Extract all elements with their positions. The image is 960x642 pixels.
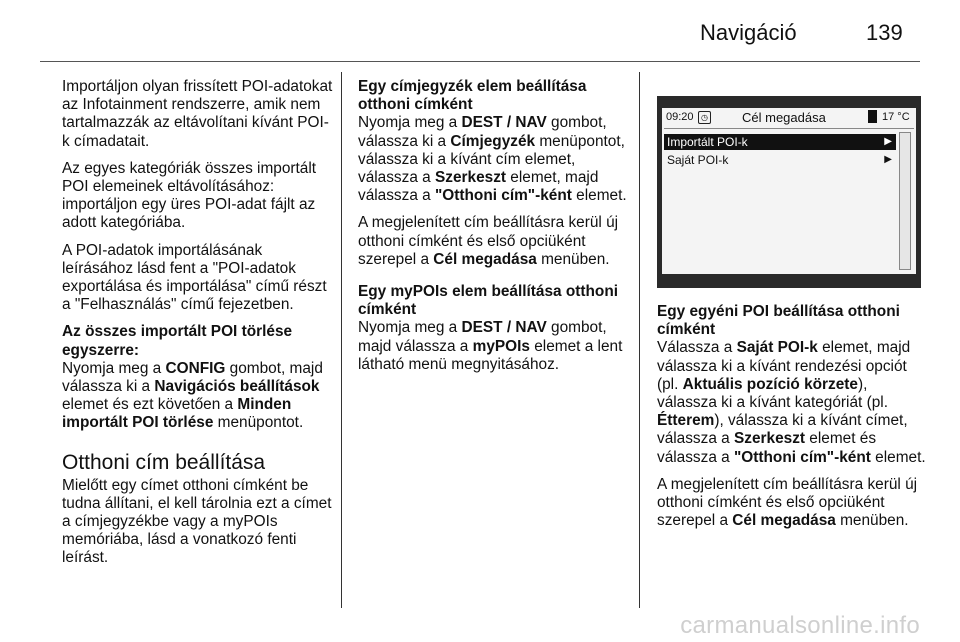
subheading: Egy egyéni POI beállítása otthoni címként (657, 303, 900, 339)
paragraph: Az egyes kategóriák összes importált POI elemeinek eltávolításához: importáljon egy üres POI-adat fájlt az adott kategóriába. (62, 159, 317, 232)
section-heading: Otthoni cím beállítása (62, 450, 266, 474)
subheading: Egy myPOIs elem beállítása otthoni címként (358, 283, 619, 319)
screen-title: Cél megadása (742, 110, 826, 125)
menu-item-own-poi[interactable]: Saját POI-k ▶ (667, 153, 892, 167)
paragraph: Nyomja meg a DEST / NAV gombot, majd válassza a myPOIs elemet a lent látható menü megnyitásához. (358, 319, 623, 373)
page-title: Navigáció (700, 20, 797, 45)
paragraph: A megjelenített cím beállításra kerül új otthoni címként és első opciüként szerepel a Cél megadása menüben. (358, 214, 619, 268)
menu-item-imported-poi[interactable]: Importált POI-k ▶ (664, 134, 896, 150)
column-divider-2 (639, 72, 640, 608)
paragraph: Mielőtt egy címet otthoni címként be tudna állítani, el kell tárolnia ezt a címet a címjegyzékbe vagy a myPOIs memóriába, lásd a vonatkozó fenti leírást. (62, 476, 332, 567)
column-divider-1 (341, 72, 342, 608)
column-1 (62, 78, 334, 577)
screen-time: 09:20 (666, 111, 694, 123)
chevron-right-icon: ▶ (884, 154, 892, 165)
screen-display (662, 108, 916, 274)
battery-icon (868, 110, 877, 123)
paragraph: A megjelenített cím beállításra kerül új otthoni címként és első opciüként szerepel a Cél megadása menüben. (657, 475, 918, 530)
column-3 (657, 303, 929, 539)
chevron-right-icon: ▶ (884, 136, 892, 147)
screen-divider (664, 128, 914, 129)
column-2 (358, 78, 630, 383)
watermark-url: carmanualsonline.info (680, 612, 920, 639)
screen-temperature: 17 °C (882, 111, 910, 123)
paragraph: A POI-adatok importálásának leírásához lásd fent a "POI-adatok exportálása és importálása" című részt a "Felhasználás" című fejezetben. (62, 241, 327, 314)
infotainment-screenshot (657, 96, 921, 288)
page-number: 139 (866, 20, 903, 45)
paragraph: Válassza a Saját POI-k elemet, majd válassza ki a kívánt rendezési opciót (pl. Aktuális pozíció körzete), válassza ki a kívánt kategóriát (pl. Étterem), válassza ki a kívánt címet, válassza a Szerkeszt elemet és válassza a "Otthoni cím"-ként elemet. (657, 339, 926, 466)
clock-icon: ◷ (698, 111, 711, 124)
paragraph: Nyomja meg a CONFIG gombot, majd válassza ki a Navigációs beállítások elemet és ezt követően a Minden importált POI törlése menüpontot. (62, 359, 323, 432)
paragraph: Importáljon olyan frissített POI-adatokat az Infotainment rendszerre, amik nem tartalmazzák az eltávolítani kívánt POI-k címadatait. (62, 78, 333, 150)
subheading: Egy címjegyzék elem beállítása otthoni címként (358, 78, 587, 114)
header-divider (40, 61, 920, 62)
paragraph: Nyomja meg a DEST / NAV gombot, válassza ki a Címjegyzék menüpontot, válassza ki a kívánt cím elemet, válassza a Szerkeszt elemet, majd válassza a "Otthoni cím"-ként elemet. (358, 114, 627, 205)
subheading: Az összes importált POI törlése egyszerre: (62, 323, 293, 359)
scrollbar[interactable] (899, 132, 911, 270)
